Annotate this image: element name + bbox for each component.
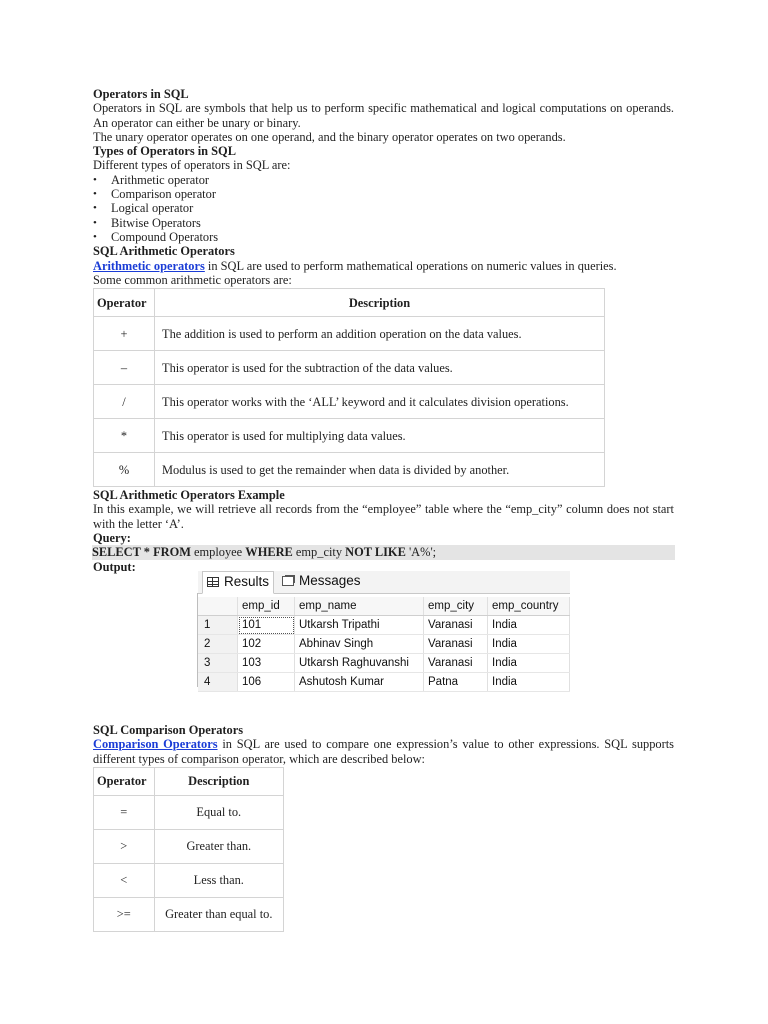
emp-country-cell[interactable]: India [488,635,570,654]
column-header-description: Description [155,289,605,317]
results-table [198,597,570,692]
column-header-description: Description [154,767,283,795]
sql-text: employee [190,545,246,560]
row-number: 2 [198,635,238,654]
table-row[interactable] [198,635,570,654]
row-number: 3 [198,654,238,673]
emp-id-cell[interactable]: 101 [238,616,295,635]
comparison-operators-link[interactable]: Comparison Operators [93,737,218,752]
sql-keyword: SELECT * FROM [92,545,191,560]
description-cell: Modulus is used to get the remainder when data is divided by another. [155,453,605,487]
description-cell: Less than. [154,863,283,897]
emp-city-cell[interactable]: Varanasi [424,616,488,635]
operator-cell: – [94,351,155,385]
row-number: 1 [198,616,238,635]
results-grid-screenshot [198,571,570,687]
types-heading: Types of Operators in SQL [93,144,236,159]
emp-id-cell[interactable]: 106 [238,673,295,692]
table-row [94,317,605,351]
emp-country-cell[interactable]: India [488,654,570,673]
tab-messages-label: Messages [299,573,361,588]
list-item: • Logical operator [111,201,674,215]
comparison-section [93,723,674,933]
emp-country-cell[interactable]: India [488,616,570,635]
table-header-row [94,767,284,795]
comparison-text: in SQL are used to compare one expression’s value to other expressions. SQL supports different types of comparison operator, which are described below: [93,737,674,766]
operator-cell: < [94,863,155,897]
description-cell: This operator works with the ‘ALL’ keyword and it calculates division operations. [155,385,605,419]
document-body [93,87,674,574]
arithmetic-text: in SQL are used to perform mathematical operations on numeric values in queries. [204,258,617,273]
emp-country-cell[interactable]: India [488,673,570,692]
operator-cell: / [94,385,155,419]
table-row [94,385,605,419]
comparison-operators-table [93,767,284,932]
list-item: • Compound Operators [111,230,674,244]
emp-name-cell[interactable]: Ashutosh Kumar [295,673,424,692]
operator-cell: = [94,795,155,829]
grid-icon [207,577,219,587]
table-row [94,453,605,487]
column-header-operator: Operator [94,767,155,795]
sql-text: 'A%'; [405,545,437,560]
emp-city-cell[interactable]: Varanasi [424,654,488,673]
table-row[interactable] [198,673,570,692]
column-header-emp-country[interactable]: emp_country [488,597,570,616]
table-row[interactable] [198,654,570,673]
emp-city-cell[interactable]: Varanasi [424,635,488,654]
table-row [94,795,284,829]
list-item: • Comparison operator [111,187,674,201]
description-cell: This operator is used for the subtraction of the data values. [155,351,605,385]
table-row [94,419,605,453]
example-paragraph: In this example, we will retrieve all records from the “employee” table where the “emp_city” column does not start with the letter ‘A’. [93,502,674,531]
intro-paragraph-2: The unary operator operates on one operand, and the binary operator operates on two operands. [93,129,566,144]
comparison-heading: SQL Comparison Operators [93,723,244,737]
sql-keyword: WHERE [245,545,293,560]
column-header-emp-id[interactable]: emp_id [238,597,295,616]
description-cell: This operator is used for multiplying data values. [155,419,605,453]
column-header-emp-name[interactable]: emp_name [295,597,424,616]
table-row [94,897,284,931]
emp-id-cell[interactable]: 102 [238,635,295,654]
sql-text: emp_city [292,545,346,560]
operator-cell: >= [94,897,155,931]
table-row [94,863,284,897]
results-header-row [198,597,570,616]
table-header-row [94,289,605,317]
types-list [93,173,674,244]
column-header-emp-city[interactable]: emp_city [424,597,488,616]
tab-results-label: Results [224,574,270,589]
results-tabs [198,571,570,594]
types-intro: Different types of operators in SQL are: [93,158,291,173]
row-number: 4 [198,673,238,692]
intro-heading: Operators in SQL [93,87,189,101]
description-cell: The addition is used to perform an addition operation on the data values. [155,317,605,351]
arithmetic-operators-table [93,288,605,487]
query-label: Query: [93,531,131,546]
messages-icon [282,576,294,586]
comparison-paragraph [93,737,674,766]
description-cell: Greater than equal to. [154,897,283,931]
table-row [94,829,284,863]
emp-city-cell[interactable]: Patna [424,673,488,692]
list-item: • Arithmetic operator [111,173,674,187]
example-heading: SQL Arithmetic Operators Example [93,488,285,503]
emp-id-cell[interactable]: 103 [238,654,295,673]
description-cell: Greater than. [154,829,283,863]
emp-name-cell[interactable]: Utkarsh Raghuvanshi [295,654,424,673]
sql-keyword: NOT LIKE [345,545,406,560]
emp-name-cell[interactable]: Abhinav Singh [295,635,424,654]
emp-name-cell[interactable]: Utkarsh Tripathi [295,616,424,635]
intro-paragraph: Operators in SQL are symbols that help us to perform specific mathematical and logical computations on operands. An operator can either be unary or binary. [93,101,674,130]
operator-cell: % [94,453,155,487]
table-row[interactable] [198,616,570,635]
column-header-operator: Operator [94,289,155,317]
list-item: • Bitwise Operators [111,216,674,230]
arithmetic-heading: SQL Arithmetic Operators [93,244,235,259]
tab-messages[interactable] [278,571,365,592]
query-code [92,545,675,559]
table-row [94,351,605,385]
operator-cell: > [94,829,155,863]
row-number-header [198,597,238,616]
description-cell: Equal to. [154,795,283,829]
arithmetic-paragraph-2: Some common arithmetic operators are: [93,272,292,287]
grid-border [197,593,198,687]
output-label: Output: [93,559,136,574]
operator-cell: + [94,317,155,351]
arithmetic-operators-link[interactable]: Arithmetic operators [93,258,205,273]
arithmetic-paragraph [93,259,674,273]
operator-cell: * [94,419,155,453]
tab-results[interactable] [202,571,274,594]
